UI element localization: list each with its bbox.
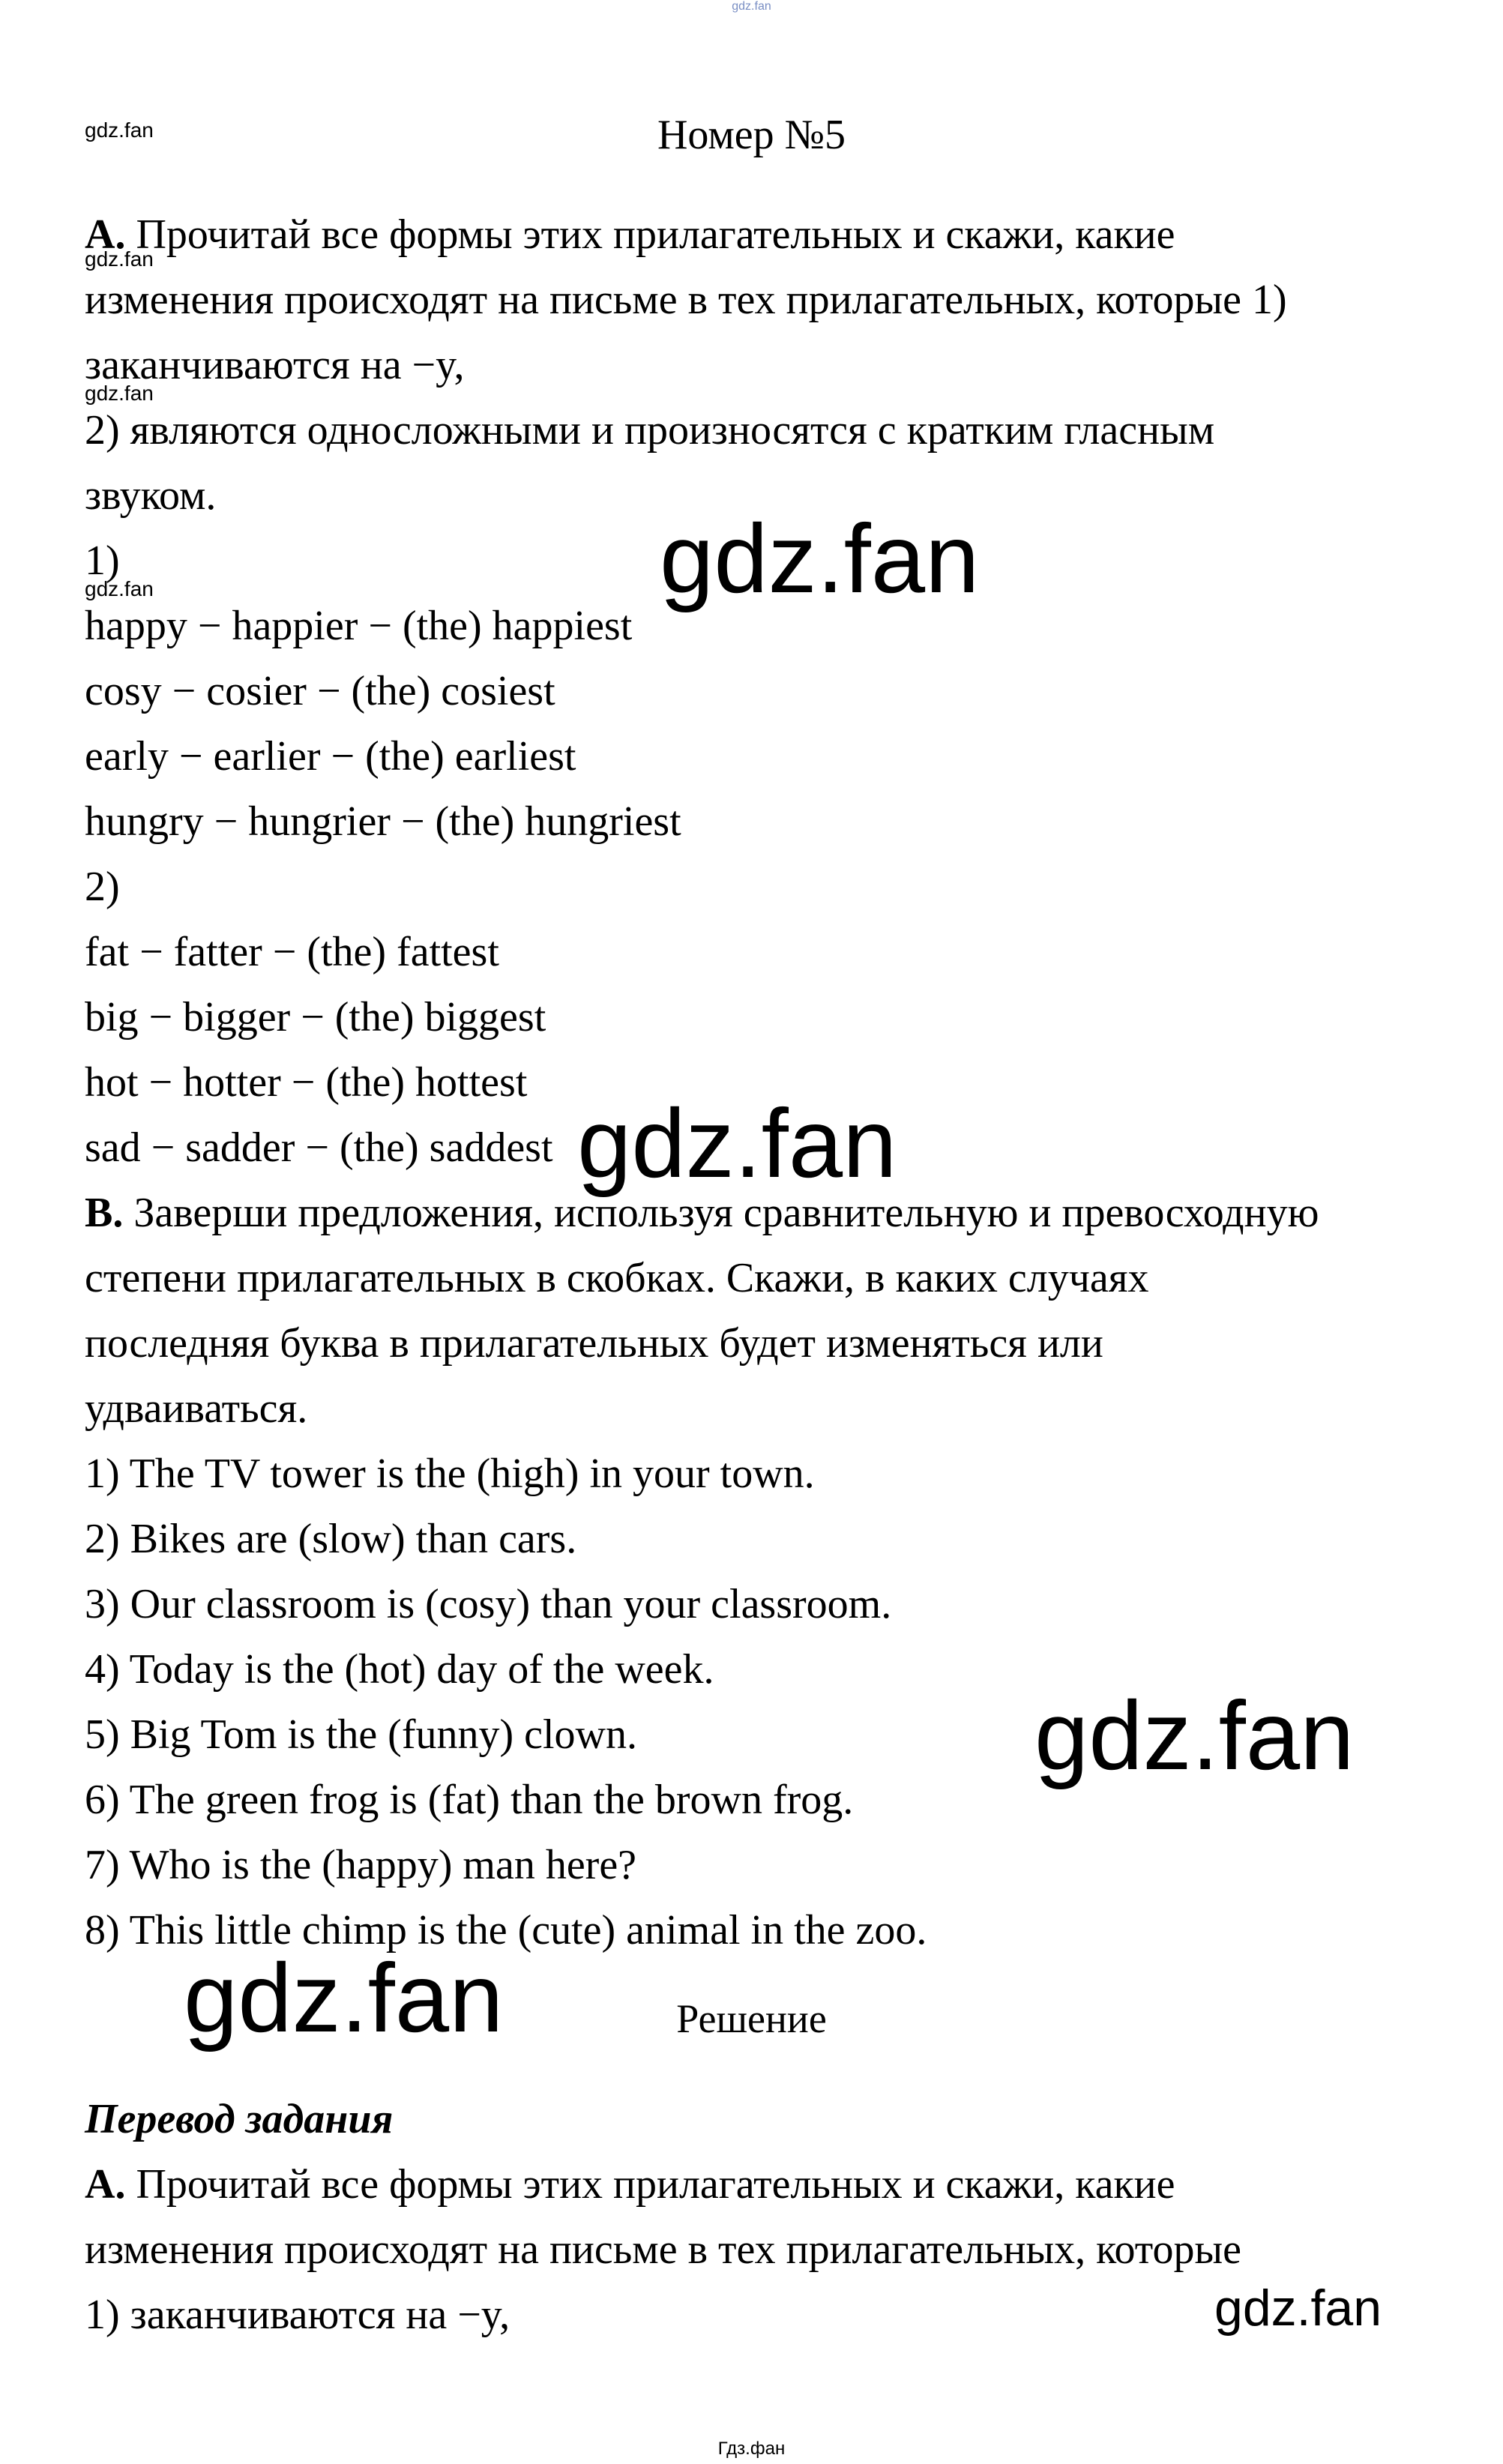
translation-line-3: 1) заканчиваются на −y, <box>85 2292 510 2338</box>
sentence-item: 3) Our classroom is (cosy) than your classroom. <box>85 1581 892 1627</box>
group-1-item: early − earlier − (the) earliest <box>85 733 576 780</box>
group-2-label: 2) <box>85 864 120 910</box>
sentence-item: 5) Big Tom is the (funny) clown. <box>85 1711 637 1758</box>
group-1-item: hungry − hungrier − (the) hungriest <box>85 798 681 845</box>
watermark-medium: gdz.fan <box>1214 2280 1382 2337</box>
watermark-small: gdz.fan <box>85 382 154 405</box>
task-a-line-4: 2) являются односложными и произносятся с кратким гласным <box>85 407 1215 454</box>
task-a-line-1: A. Прочитай все формы этих прилагательных и скажи, какие <box>85 211 1175 258</box>
task-a-label: A. <box>85 211 126 258</box>
group-1-label: 1) <box>85 537 120 584</box>
translation-label: A. <box>85 2161 126 2208</box>
sentence-item: 4) Today is the (hot) day of the week. <box>85 1646 714 1693</box>
group-2-item: sad − sadder − (the) saddest <box>85 1124 553 1171</box>
group-2-item: hot − hotter − (the) hottest <box>85 1059 528 1106</box>
sentence-item: 1) The TV tower is the (high) in your town. <box>85 1451 815 1497</box>
watermark-small: gdz.fan <box>85 118 154 142</box>
translation-line-1: A. Прочитай все формы этих прилагательных и скажи, какие <box>85 2161 1175 2208</box>
task-b-line-2: степени прилагательных в скобках. Скажи, в каких случаях <box>85 1255 1149 1301</box>
group-2-item: big − bigger − (the) biggest <box>85 994 546 1040</box>
watermark-large: gdz.fan <box>184 1943 504 2052</box>
watermark-large: gdz.fan <box>1034 1681 1355 1790</box>
translation-heading: Перевод задания <box>85 2096 394 2142</box>
translation-line-2: изменения происходят на письме в тех прилагательных, которые <box>85 2226 1241 2273</box>
sentence-item: 2) Bikes are (slow) than cars. <box>85 1516 577 1562</box>
task-b-label: B. <box>85 1190 124 1236</box>
watermark-top: gdz.fan <box>732 0 771 13</box>
watermark-large: gdz.fan <box>660 504 980 613</box>
page-title: Номер №5 <box>657 112 846 158</box>
sentence-item: 7) Who is the (happy) man here? <box>85 1842 637 1888</box>
watermark-small: gdz.fan <box>85 577 154 600</box>
watermark-large: gdz.fan <box>577 1088 897 1198</box>
task-b-line-1: B. Заверши предложения, используя сравнительную и превосходную <box>85 1190 1319 1236</box>
task-a-line-5: звуком. <box>85 472 217 519</box>
sentence-item: 8) This little chimp is the (cute) animal in the zoo. <box>85 1907 927 1954</box>
task-a-line-3: заканчиваются на −y, <box>85 342 465 388</box>
task-a-line-2: изменения происходят на письме в тех прилагательных, которые 1) <box>85 277 1287 323</box>
group-1-item: cosy − cosier − (the) cosiest <box>85 668 555 714</box>
group-1-item: happy − happier − (the) happiest <box>85 603 633 649</box>
watermark-bottom: Гдз.фан <box>717 2439 786 2459</box>
watermark-small: gdz.fan <box>85 247 154 271</box>
sentence-item: 6) The green frog is (fat) than the brown frog. <box>85 1777 854 1823</box>
task-b-line-3: последняя буква в прилагательных будет изменяться или <box>85 1320 1103 1367</box>
group-2-item: fat − fatter − (the) fattest <box>85 929 499 975</box>
task-b-line-4: удваиваться. <box>85 1385 308 1432</box>
solution-label: Решение <box>676 1996 827 2041</box>
